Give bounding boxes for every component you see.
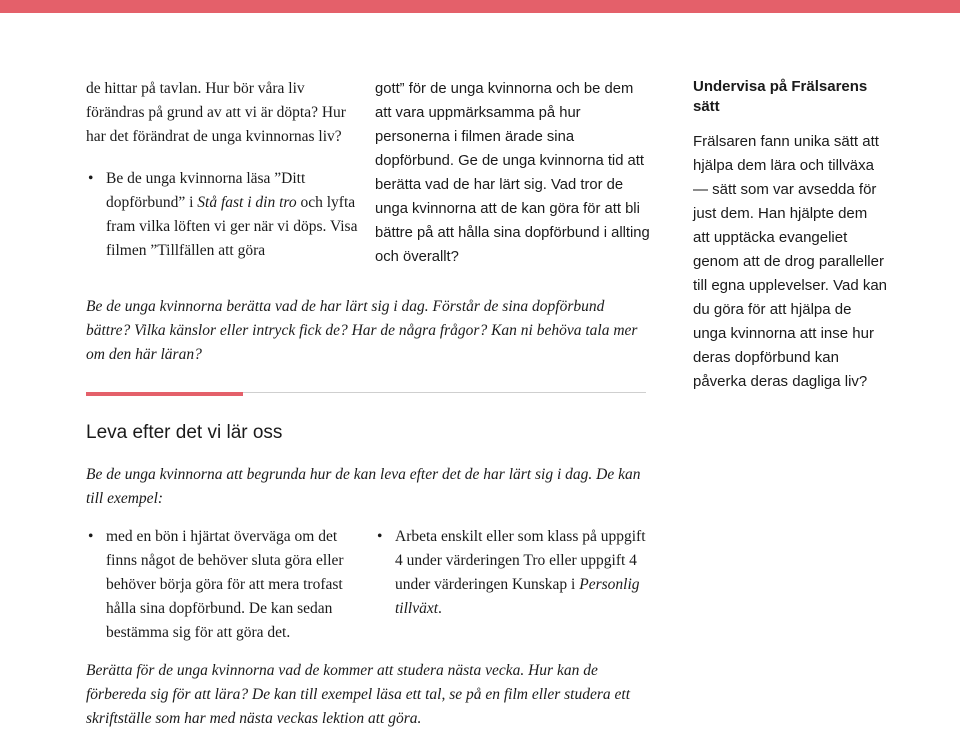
list-item: • Arbeta enskilt eller som klass på uppgift 4 under värderingen Tro eller uppgift 4 under värderingen Kunskap i Personlig tillväxt. bbox=[375, 525, 655, 621]
list-item: • med en bön i hjärtat överväga om det finns något de behöver sluta göra eller behöver börja göra för att mera trofast hålla sina dopförbund. De kan sedan bestämma sig för att göra det. bbox=[86, 525, 366, 645]
column-middle-upper bbox=[375, 77, 650, 269]
bullet-icon: • bbox=[88, 170, 94, 187]
sidebar-body: Frälsaren fann unika sätt att hjälpa dem lära och tillväxa — sätt som var avsedda för just dem. Han hjälpte dem att upptäcka evangeliet genom att de drog paralleller till egna upplevelser. Vad kan du göra för att hjälpa de unga kvinnorna att inse hur deras dopförbund kan påverka deras dagliga liv? bbox=[693, 133, 888, 390]
teacher-prompt-next-week: Berätta för de unga kvinnorna vad de kommer att studera nästa vecka. Hur kan de förbereda sig för att lära? De kan till exempel läsa ett tal, se på en film eller studera ett skriftställe som har med nästa veckas lektion att göra. bbox=[86, 662, 630, 727]
section-divider-accent bbox=[86, 392, 243, 396]
teacher-prompt-apply: Be de unga kvinnorna att begrunda hur de kan leva efter det de har lärt sig i dag. De kan till exempel: bbox=[86, 466, 641, 507]
bullet-list-right bbox=[375, 525, 655, 621]
list-item: • Be de unga kvinnorna läsa ”Ditt dopförbund” i Stå fast i din tro och lyfta fram vilka löften vi ger när vi döps. Visa filmen ”Tillfällen att göra bbox=[86, 167, 366, 263]
section-heading: Leva efter det vi lär oss bbox=[86, 422, 283, 443]
bullet-icon: • bbox=[377, 528, 383, 545]
column-left-upper bbox=[86, 77, 366, 263]
book-title: Stå fast i din tro bbox=[197, 194, 297, 211]
bullet-list-upper bbox=[86, 167, 366, 263]
intro-paragraph: de hittar på tavlan. Hur bör våra liv förändras på grund av att vi är döpta? Hur har det förändrat de unga kvinnornas liv? bbox=[86, 80, 346, 145]
book-title: Personlig tillväxt bbox=[395, 576, 640, 617]
top-accent-bar bbox=[0, 0, 960, 13]
continued-paragraph: gott” för de unga kvinnorna och be dem att vara uppmärksamma på hur personerna i filmen ärade sina dopförbund. Ge de unga kvinnorna tid att berätta vad de har lärt sig. Vad tror de unga kvinnorna att de kan göra för att bli bättre på att hålla sina dopförbund i allting och överallt? bbox=[375, 81, 650, 265]
bullet-list-left bbox=[86, 525, 366, 645]
sidebar-title: Undervisa på Frälsarens sätt bbox=[693, 78, 868, 115]
sidebar-teaching-tip bbox=[693, 77, 888, 394]
bullet-icon: • bbox=[88, 528, 94, 545]
teacher-prompt-reflect: Be de unga kvinnorna berätta vad de har lärt sig i dag. Förstår de sina dopförbund bättre? Vilka känslor eller intryck fick de? Har de några frågor? Kan ni behöva tala mer om den här läran? bbox=[86, 298, 638, 363]
